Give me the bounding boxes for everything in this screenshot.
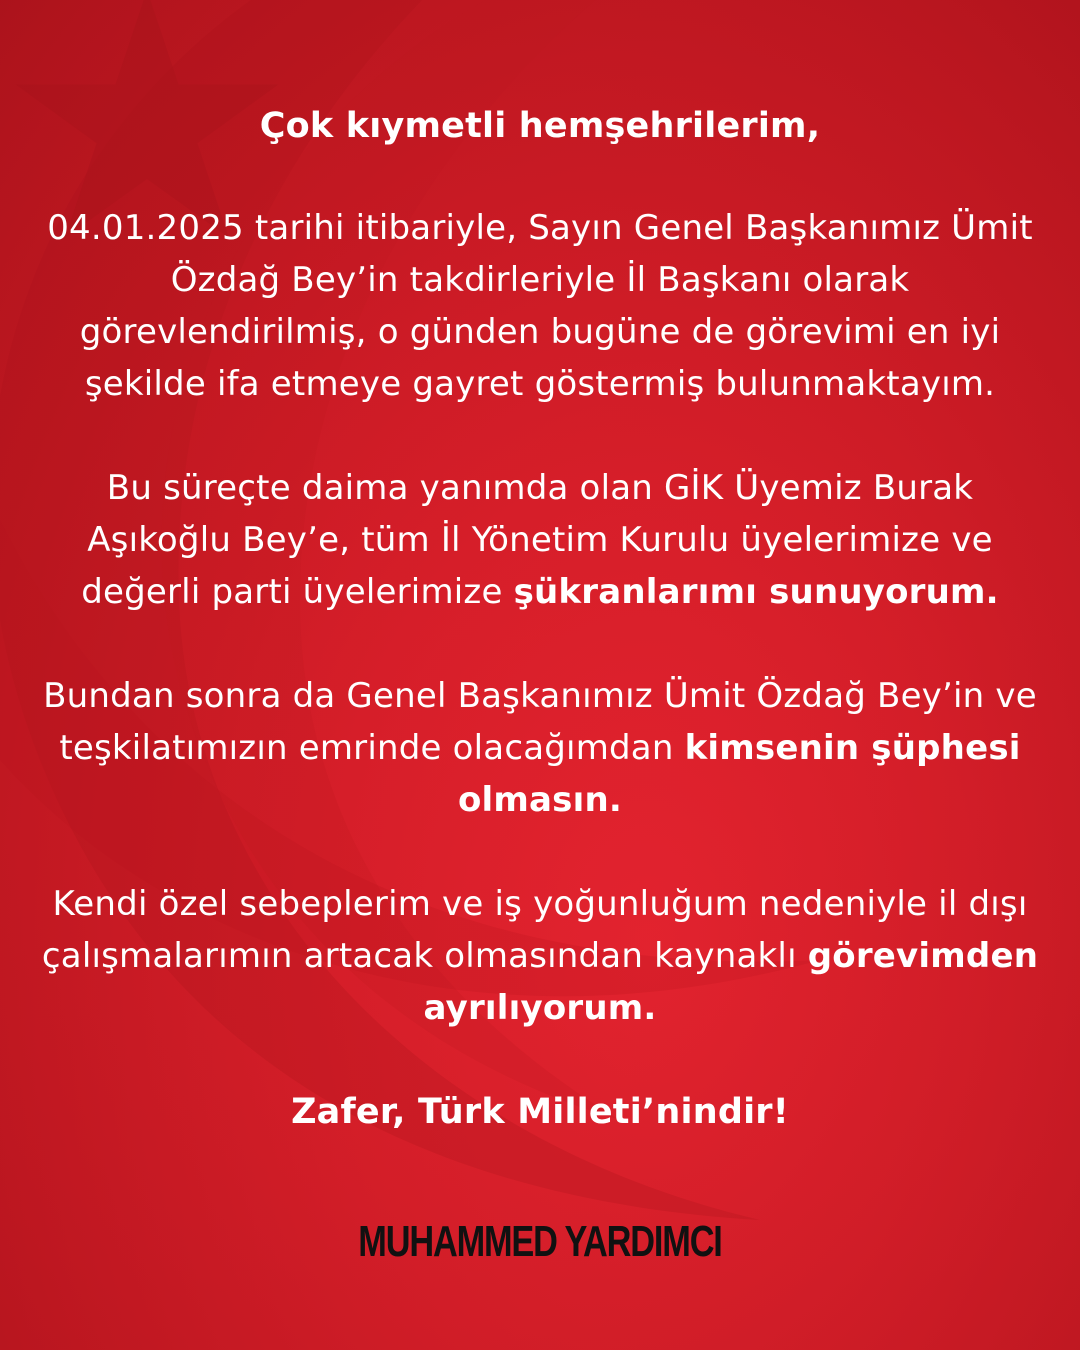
paragraph-thanks-bold: şükranlarımı sunuyorum. bbox=[513, 572, 999, 612]
signature-name: MUHAMMED YARDIMCI bbox=[358, 1217, 722, 1266]
paragraph-loyalty-text: Bundan sonra da Genel Başkanımız Ümit Özdağ Bey’in ve teşkilatımızın emrinde olacağımdan bbox=[43, 676, 1037, 768]
paragraph-loyalty-bold: kimsenin şüphesi olmasın. bbox=[458, 728, 1021, 820]
paragraph-loyalty bbox=[30, 670, 1050, 826]
greeting-heading: Çok kıymetli hemşehrilerim, bbox=[259, 106, 821, 146]
paragraph-resignation-bold: görevimden ayrılıyorum. bbox=[423, 936, 1039, 1028]
paragraph-resignation-text: Kendi özel sebeplerim ve iş yoğunluğum nedeniyle il dışı çalışmalarımın artacak olmasından kaynaklı bbox=[41, 884, 1028, 976]
closing-line: Zafer, Türk Milleti’nindir! bbox=[291, 1092, 789, 1132]
paragraph-appointment: 04.01.2025 tarihi itibariyle, Sayın Genel Başkanımız Ümit Özdağ Bey’in takdirleriyle İl Başkanı olarak görevlendirilmiş, o günden bugüne de görevimi en iyi şekilde ifa etmeye gayret göstermiş bulunmaktayım. bbox=[47, 208, 1033, 404]
paragraph-resignation bbox=[30, 878, 1050, 1034]
paragraph-thanks-text: Bu süreçte daima yanımda olan GİK Üyemiz Burak Aşıkoğlu Bey’e, tüm İl Yönetim Kurulu üyelerimize ve değerli parti üyelerimize bbox=[81, 468, 993, 612]
paragraph-thanks bbox=[30, 462, 1050, 618]
